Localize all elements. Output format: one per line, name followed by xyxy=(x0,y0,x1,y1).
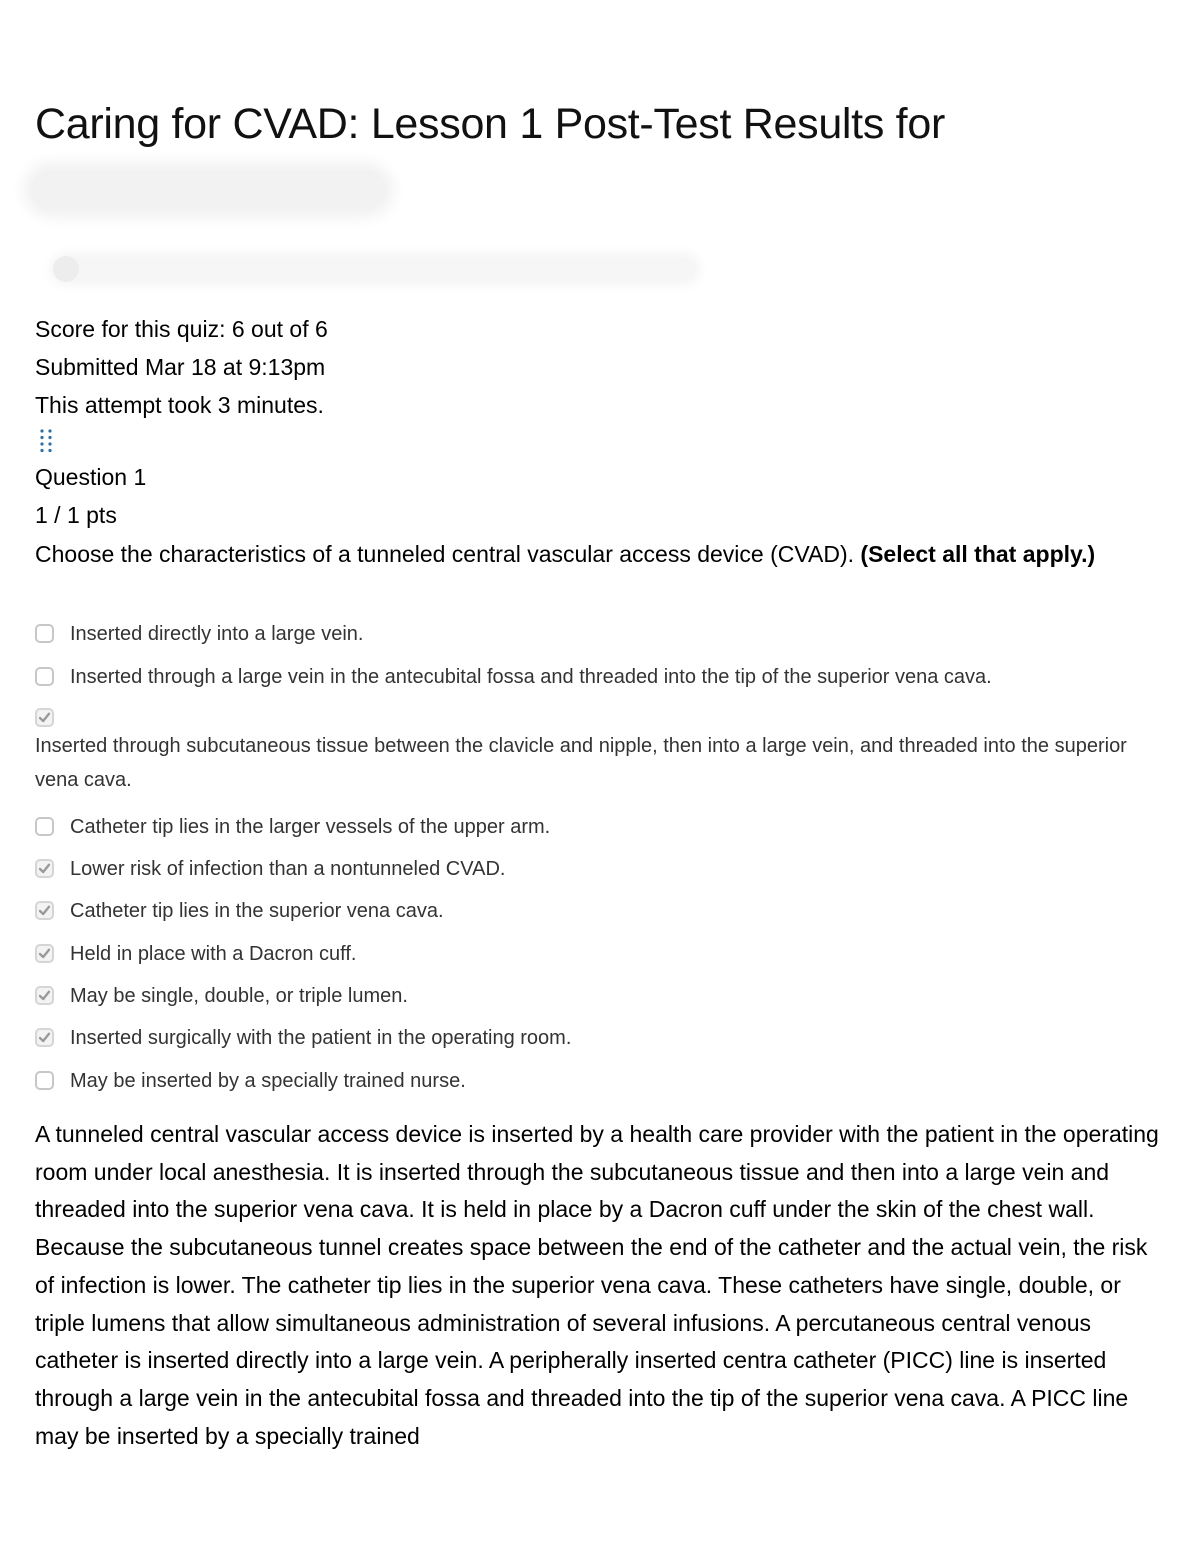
question-text xyxy=(35,535,1165,573)
answer-label: Inserted surgically with the patient in the operating room. xyxy=(70,1027,572,1049)
redacted-student-name xyxy=(31,170,386,210)
answer-label: Catheter tip lies in the superior vena cava. xyxy=(70,900,444,922)
submitted-time: Submitted Mar 18 at 9:13pm xyxy=(35,354,326,380)
answer-label: May be inserted by a specially trained nurse. xyxy=(70,1070,466,1092)
page-title: Caring for CVAD: Lesson 1 Post-Test Results for xyxy=(35,100,945,148)
question-header xyxy=(35,458,146,534)
answer-label: May be single, double, or triple lumen. xyxy=(70,985,408,1007)
drag-handle-icon[interactable] xyxy=(39,428,53,454)
answer-label: Inserted through subcutaneous tissue between the clavicle and nipple, then into a large vein, and threaded into the superior vena cava. xyxy=(35,735,1127,791)
answer-label: Held in place with a Dacron cuff. xyxy=(70,943,357,965)
answer-checkbox[interactable] xyxy=(35,1071,54,1090)
answer-checkbox[interactable] xyxy=(35,708,54,727)
checkmark-icon xyxy=(38,947,51,960)
answer-label: Inserted directly into a large vein. xyxy=(70,623,364,645)
checkmark-icon xyxy=(38,711,51,724)
answer-checkbox[interactable] xyxy=(35,1028,54,1047)
answer-label: Lower risk of infection than a nontunneled CVAD. xyxy=(70,858,506,880)
answer-checkbox[interactable] xyxy=(35,859,54,878)
question-prompt: Choose the characteristics of a tunneled central vascular access device (CVAD). xyxy=(35,541,861,567)
redacted-info-line xyxy=(55,258,695,280)
answer-checkbox[interactable] xyxy=(35,986,54,1005)
answer-checkbox[interactable] xyxy=(35,624,54,643)
question-number: Question 1 xyxy=(35,464,147,490)
answer-checkbox[interactable] xyxy=(35,901,54,920)
answer-checkbox[interactable] xyxy=(35,944,54,963)
answer-label: Inserted through a large vein in the antecubital fossa and threaded into the tip of the superior vena cava. xyxy=(70,666,992,688)
checkmark-icon xyxy=(38,989,51,1002)
checkmark-icon xyxy=(38,904,51,917)
checkmark-icon xyxy=(38,862,51,875)
question-points: 1 / 1 pts xyxy=(35,502,117,528)
checkmark-icon xyxy=(38,1031,51,1044)
attempt-duration: This attempt took 3 minutes. xyxy=(35,392,324,418)
question-instruction: (Select all that apply.) xyxy=(860,541,1096,567)
quiz-score: Score for this quiz: 6 out of 6 xyxy=(35,316,328,342)
answer-label: Catheter tip lies in the larger vessels of the upper arm. xyxy=(70,816,551,838)
quiz-summary xyxy=(35,310,328,424)
answer-checkbox[interactable] xyxy=(35,817,54,836)
answer-explanation: A tunneled central vascular access device is inserted by a health care provider with the patient in the operating room under local anesthesia. It is inserted through the subcutaneous tissue and then into a large vein and threaded into the superior vena cava. It is held in place by a Dacron cuff under the skin of the chest wall. Because the subcutaneous tunnel creates space between the end of the catheter and the actual vein, the risk of infection is lower. The catheter tip lies in the superior vena cava. These catheters have single, double, or triple lumens that allow simultaneous administration of several infusions. A percutaneous central venous catheter is inserted directly into a large vein. A peripherally inserted centra catheter (PICC) line is inserted through a large vein in the antecubital fossa and threaded into the tip of the superior vena cava. A PICC line may be inserted by a specially trained xyxy=(35,1121,1159,1449)
answer-checkbox[interactable] xyxy=(35,667,54,686)
